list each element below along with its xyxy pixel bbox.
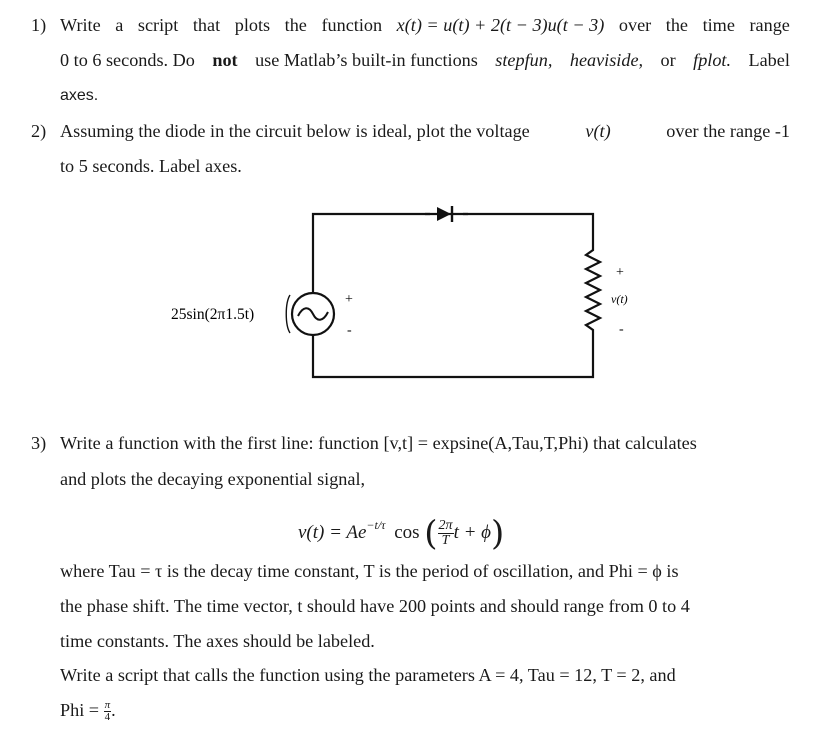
sine-wave-icon (298, 308, 328, 320)
eq-open-paren: ( (424, 513, 438, 554)
eq-exponent: −t/τ (366, 518, 386, 532)
equation (298, 505, 504, 554)
q1-word: the (284, 15, 307, 35)
wire-left-bottom (313, 335, 593, 377)
q1-word: the (665, 15, 689, 35)
q2-line1-b: over the range -1 (666, 121, 790, 141)
q3-line6: Write a script that calls the function using the parameters A = 4, Tau = 12, T = 2, and (60, 665, 676, 685)
q2-number: 2) (31, 121, 47, 141)
eq-fraction (438, 519, 454, 548)
eq-cos: cos (394, 522, 420, 543)
q1-word: a (115, 15, 124, 35)
q1-line2-bold: not (212, 50, 238, 70)
q1-line1 (60, 13, 790, 37)
q2-line1 (60, 119, 790, 143)
diode-icon (425, 206, 468, 222)
q3-line5: time constants. The axes should be labeled. (60, 631, 375, 651)
output-label: v(t) (611, 292, 628, 306)
q2-line2: to 5 seconds. Label axes. (60, 156, 242, 176)
q3-frac-num: π (104, 699, 111, 712)
q1-word: over (618, 15, 652, 35)
q1-word: function (321, 15, 383, 35)
q3-frac-den: 4 (104, 711, 111, 724)
q1-word: script (137, 15, 179, 35)
q1-line2-d: Label (748, 50, 790, 70)
eq-frac-den: T (441, 533, 450, 549)
q1-word: Write (60, 15, 101, 35)
q2-math-v: v(t) (585, 121, 611, 141)
q1-word: plots (234, 15, 271, 35)
q3-line7-a: Phi = (60, 700, 100, 720)
q3-line7 (60, 698, 116, 723)
q1-number: 1) (31, 15, 47, 35)
source-plus: + (345, 292, 353, 307)
q1-word: time (702, 15, 735, 35)
q1-word: range (749, 15, 790, 35)
q1-line3: axes. (60, 87, 99, 104)
q1-line2-c: or (660, 50, 676, 70)
eq-tail: t + ϕ (453, 522, 491, 543)
q1-line2-a: 0 to 6 seconds. Do (60, 50, 195, 70)
q3-line1: Write a function with the first line: function [v,t] = expsine(A,Tau,T,Phi) that calculates (60, 433, 697, 453)
q2-line1-a: Assuming the diode in the circuit below is ideal, plot the voltage (60, 121, 530, 141)
wire-left-top (313, 214, 430, 293)
q3-number: 3) (31, 433, 47, 453)
q1-fn-heaviside: heaviside, (569, 50, 644, 70)
resistor (586, 242, 600, 341)
source-label-bracket (286, 295, 290, 333)
source-label: 25sin(2π1.5t) (171, 306, 255, 323)
wire-top-right (463, 214, 593, 242)
source-minus: - (347, 323, 352, 338)
q1-fn-fplot: fplot. (693, 50, 732, 70)
ac-source-icon (292, 293, 334, 335)
q1-math-function: x(t) = u(t) + 2(t − 3)u(t − 3) (396, 15, 605, 35)
q3-line4: the phase shift. The time vector, t should have 200 points and should range from 0 to 4 (60, 596, 690, 616)
eq-frac-num: 2π (438, 518, 453, 534)
q1-line2 (60, 48, 790, 72)
q1-fn-stepfun: stepfun, (495, 50, 553, 70)
q1-line2-b: use Matlab’s built-in functions (255, 50, 478, 70)
eq-close-paren: ) (491, 513, 505, 554)
eq-lhs: v(t) = Ae (298, 522, 367, 543)
q1-word: that (192, 15, 221, 35)
q3-pi-over-4 (104, 700, 112, 723)
q3-line7-b: . (111, 700, 116, 720)
q3-line3: where Tau = τ is the decay time constant, T is the period of oscillation, and Phi = ϕ is (60, 561, 679, 581)
output-minus: - (619, 322, 624, 337)
q3-line2: and plots the decaying exponential signal, (60, 469, 366, 489)
output-plus: + (616, 265, 624, 280)
